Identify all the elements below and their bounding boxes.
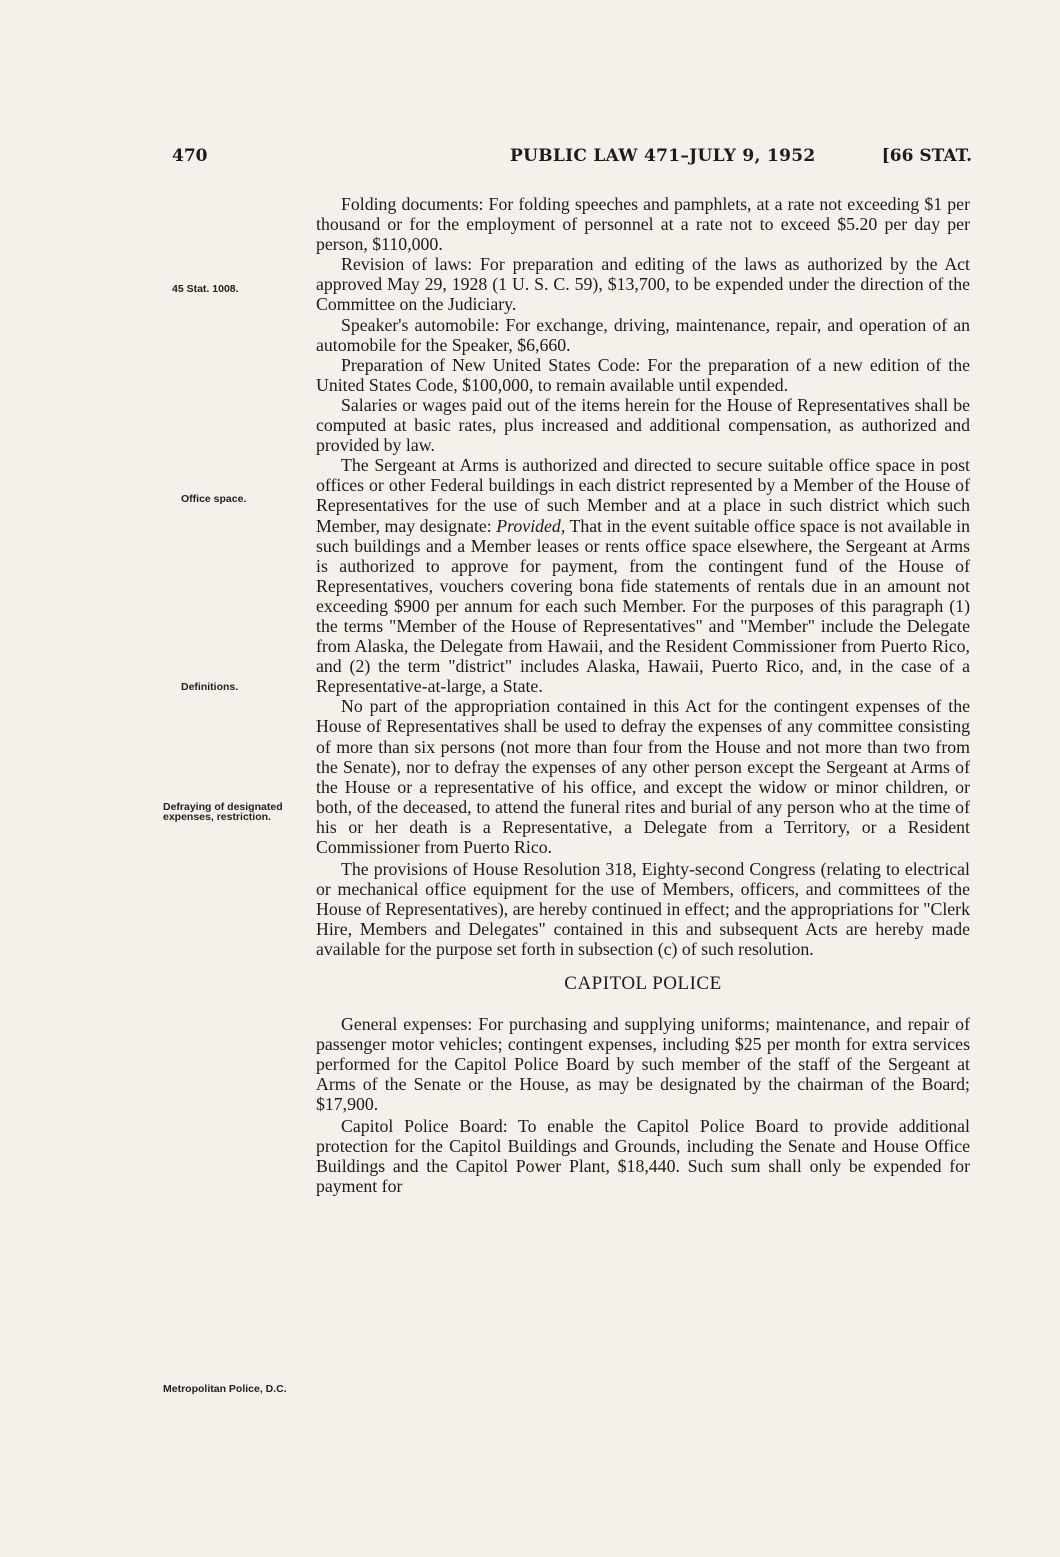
paragraph-capitol-police-board: Capitol Police Board: To enable the Capitol Police Board to provide additional protection for the Capitol Buildings and Grounds, including the Senate and House Office Buildings and the Capitol Power Plant, $18,440. Such sum shall only be expended for payment for [316,1116,970,1197]
paragraph-office-space [316,455,970,696]
paragraph-general-expenses: General expenses: For purchasing and supplying uniforms; maintenance, and repair of passenger motor vehicles; contingent expenses, including $25 per month for extra services performed for the Capitol Police Board by such member of the staff of the Sergeant at Arms of the Senate or the House, as may be designated by the chairman of the Board; $17,900. [316,1013,970,1115]
paragraph-defraying-expenses: No part of the appropriation contained in this Act for the contingent expenses of the House of Representatives shall be used to defray the expenses of any committee consisting of more than six persons (not more than four from the House and not more than two from the Senate), nor to defray the expenses of any other person except the Sergeant at Arms of the House or a representative of his office, and except the widow or minor children, or both, of the deceased, to attend the funeral rites and burial of any person who at the time of his or her death is a Representative, a Delegate from a Territory, or a Resident Commissioner from Puerto Rico. [316,696,970,857]
margin-note-stat: 45 Stat. 1008. [172,283,239,295]
running-title: PUBLIC LAW 471–JULY 9, 1952 [510,146,816,166]
margin-note-office-space: Office space. [181,493,247,505]
paragraph-revision-of-laws: Revision of laws: For preparation and editing of the laws as authorized by the Act approved May 29, 1928 (1 U. S. C. 59), $13,700, to be expended under the direction of the Committee on the Judiciary. [316,254,970,315]
statute-reference: [66 STAT. [881,146,972,166]
margin-note-metropolitan-police: Metropolitan Police, D.C. [163,1383,287,1395]
paragraph-new-united-states-code: Preparation of New United States Code: For the preparation of a new edition of the United States Code, $100,000, to remain available until expended. [316,354,970,395]
office-space-proviso-text: That in the event suitable office space is not available in such buildings and a Member leases or rents office space elsewhere, the Sergeant at Arms is authorized to approve for payment, from the contingent fund of the House of Representatives, vouchers covering bona fide statements of rentals due in an amount not exceeding $900 per annum for each such Member. For the purposes of this paragraph (1) the terms "Member of the House of Representatives" and "Member" include the Delegate from Alaska, the Delegate from Hawaii, and the Resident Commissioner from Puerto Rico, and (2) the term "district" includes Alaska, Hawaii, Puerto Rico, and, in the case of a Representative-at-large, a State. [316,515,970,697]
paragraph-speakers-automobile: Speaker's automobile: For exchange, driving, maintenance, repair, and operation of an automobile for the Speaker, $6,660. [316,314,970,355]
paragraph-salaries-or-wages: Salaries or wages paid out of the items herein for the House of Representatives shall be computed at basic rates, plus increased and additional compensation, as authorized and provided by law. [316,394,970,456]
margin-note-defraying: Defraying of designated expenses, restriction. [163,801,283,823]
page-number: 470 [172,146,208,166]
page-header [172,146,972,176]
margin-note-definitions: Definitions. [181,681,239,693]
proviso-italic: Provided, [496,515,566,536]
body-text [316,194,970,1197]
paragraph-house-resolution-318: The provisions of House Resolution 318, Eighty-second Congress (relating to electrical or mechanical office equipment for the use of Members, officers, and committees of the House of Representatives), are hereby continued in effect; and the appropriations for "Clerk Hire, Members and Delegates" contained in this and subsequent Acts are hereby made available for the purpose set forth in subsection (c) of such resolution. [316,859,970,960]
office-space-text: The Sergeant at Arms is authorized and directed to secure suitable office space in post offices or other Federal buildings in each district represented by a Member of the House of Representatives for the use of such Member and at a place in such district which such Member, may designate: [316,455,970,536]
section-heading-capitol-police: CAPITOL POLICE [564,972,722,994]
paragraph-folding-documents: Folding documents: For folding speeches and pamphlets, at a rate not exceeding $1 per thousand or for the employment of personnel at a rate not to exceed $5.20 per day per person, $110,000. [316,194,970,255]
